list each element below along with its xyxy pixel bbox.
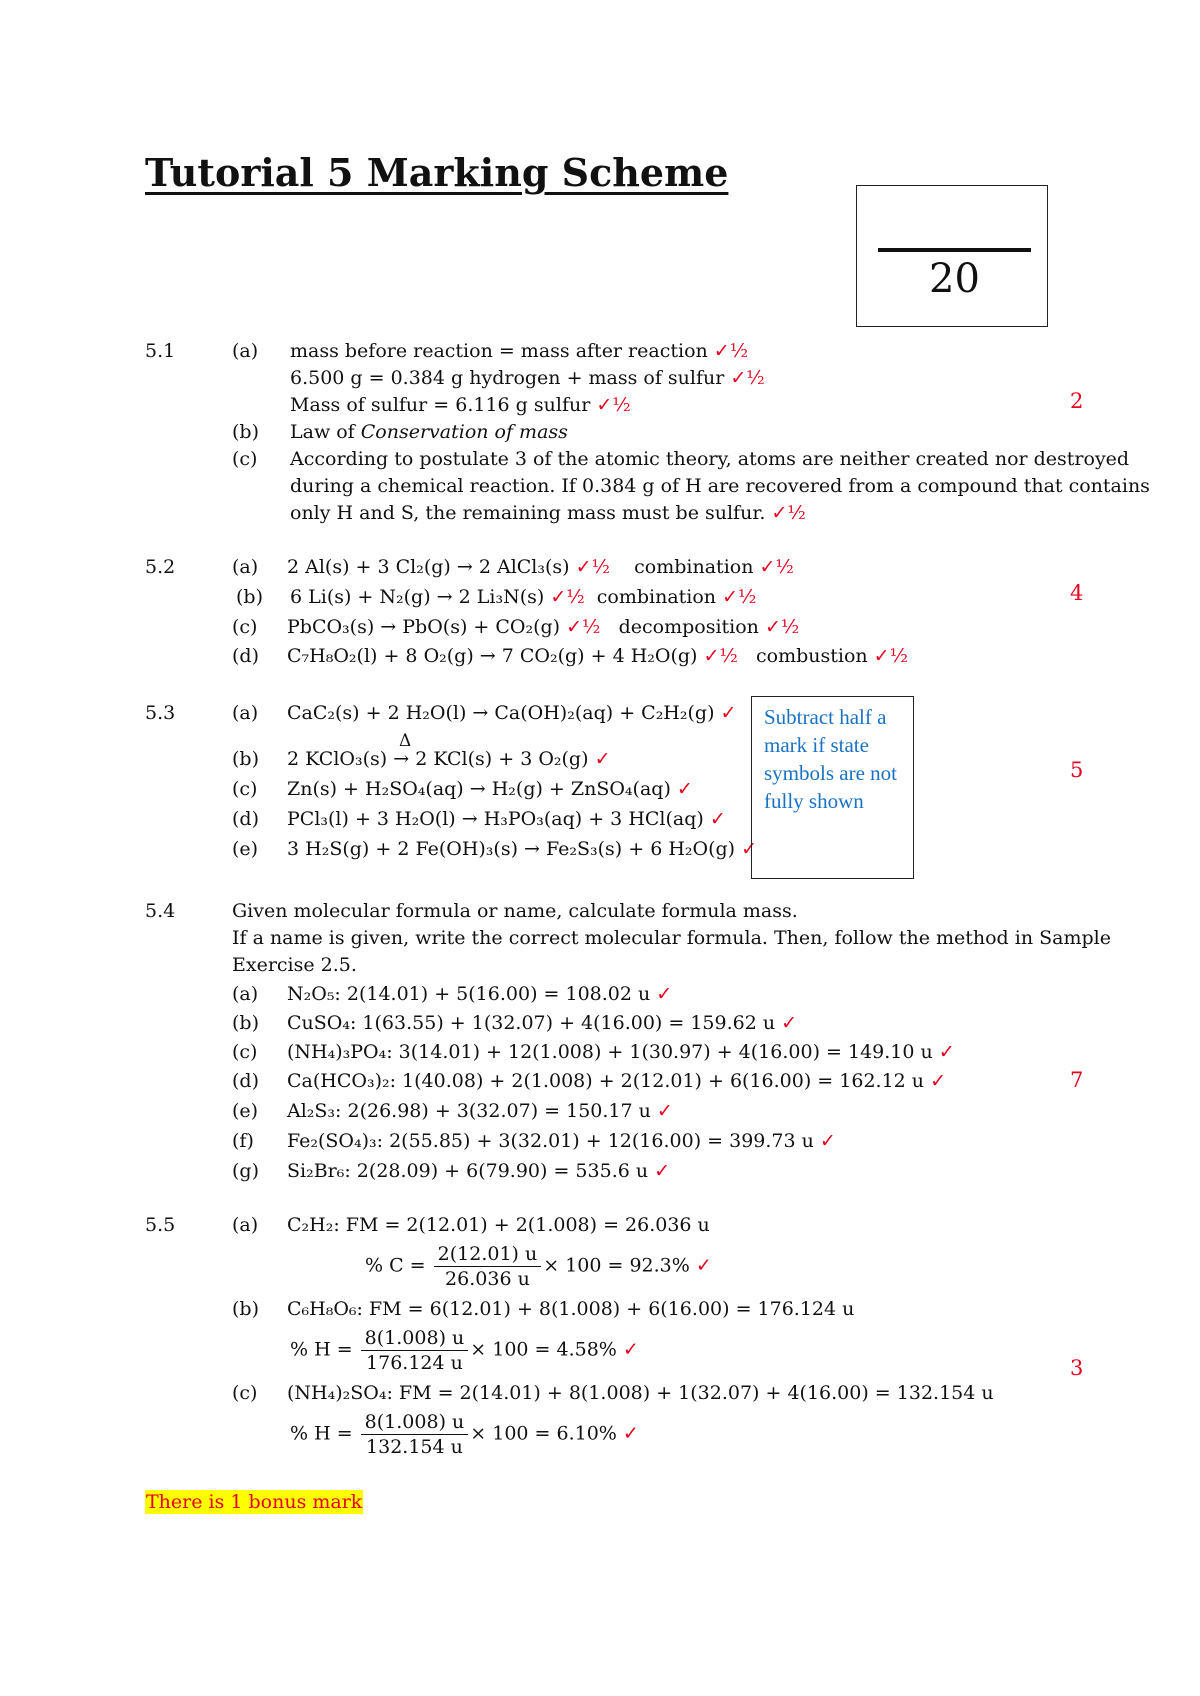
tick-icon: ✓ (709, 808, 726, 830)
heat-delta-symbol: Δ (399, 731, 412, 751)
q51-c-line2: during a chemical reaction. If 0.384 g of H are recovered from a compound that contains (290, 475, 1150, 497)
q55-number: 5.5 (145, 1214, 176, 1236)
q54-c-label: (c) (232, 1041, 258, 1063)
q51-c-line1: According to postulate 3 of the atomic theory, atoms are neither created nor destroyed (290, 448, 1130, 470)
fraction: $\frac{2(12.01) u}{26.036 u}$ (434, 1242, 542, 1291)
bonus-mark-note: There is 1 bonus mark (146, 1491, 363, 1513)
q54-e-answer: Al₂S₃: 2(26.98) + 3(32.07) = 150.17 u ✓ (287, 1100, 673, 1122)
q54-a-label: (a) (232, 983, 259, 1005)
q55-a-formula-mass: C₂H₂: FM = 2(12.01) + 2(1.008) = 26.036 u (287, 1214, 710, 1236)
q51-b-answer: Law of Conservation of mass (290, 421, 568, 443)
q54-intro-line2: If a name is given, write the correct molecular formula. Then, follow the method in Sample (232, 927, 1111, 949)
q53-a-label: (a) (232, 702, 259, 724)
q54-intro-line1: Given molecular formula or name, calculate formula mass. (232, 900, 798, 922)
q55-marks: 3 (1070, 1356, 1084, 1380)
q54-g-label: (g) (232, 1160, 259, 1182)
q51-b-label: (b) (232, 421, 259, 443)
q52-b-label: (b) (236, 586, 263, 608)
q54-f-label: (f) (232, 1130, 254, 1152)
q54-number: 5.4 (145, 900, 176, 922)
half-tick-icon: ✓½ (713, 340, 749, 362)
q54-g-answer: Si₂Br₆: 2(28.09) + 6(79.90) = 535.6 u ✓ (287, 1160, 671, 1182)
tick-icon: ✓ (594, 748, 611, 770)
q52-marks: 4 (1070, 581, 1084, 605)
q53-a-answer: CaC₂(s) + 2 H₂O(l) → Ca(OH)₂(aq) + C₂H₂(g) ✓ (287, 702, 737, 724)
q54-b-answer: CuSO₄: 1(63.55) + 1(32.07) + 4(16.00) = 159.62 u ✓ (287, 1012, 798, 1034)
q51-c-line3: only H and S, the remaining mass must be sulfur. ✓½ (290, 502, 806, 524)
page-title: Tutorial 5 Marking Scheme (145, 150, 729, 195)
q54-b-label: (b) (232, 1012, 259, 1034)
fraction: $\frac{8(1.008) u}{132.154 u}$ (361, 1410, 469, 1459)
tick-icon: ✓ (741, 838, 758, 860)
q54-d-label: (d) (232, 1070, 259, 1092)
q54-d-answer: Ca(HCO₃)₂: 1(40.08) + 2(1.008) + 2(12.01) + 6(16.00) = 162.12 u ✓ (287, 1070, 946, 1092)
q53-b-answer: Δ 2 KClO₃(s) → 2 KCl(s) + 3 O₂(g) ✓ (287, 746, 610, 772)
q53-e-answer: 3 H₂S(g) + 2 Fe(OH)₃(s) → Fe₂S₃(s) + 6 H₂O(g) ✓ (287, 838, 758, 860)
q55-c-label: (c) (232, 1382, 258, 1404)
q55-b-formula-mass: C₆H₈O₆: FM = 6(12.01) + 8(1.008) + 6(16.00) = 176.124 u (287, 1298, 855, 1320)
tick-icon: ✓ (676, 778, 693, 800)
q51-c-label: (c) (232, 448, 258, 470)
q52-d-answer: C₇H₈O₂(l) + 8 O₂(g) → 7 CO₂(g) + 4 H₂O(g) ✓½ combustion ✓½ (287, 645, 909, 667)
q51-a-label: (a) (232, 340, 259, 362)
q52-c-answer: PbCO₃(s) → PbO(s) + CO₂(g) ✓½ decomposition ✓½ (287, 616, 800, 638)
q54-e-label: (e) (232, 1100, 259, 1122)
q55-c-formula-mass: (NH₄)₂SO₄: FM = 2(14.01) + 8(1.008) + 1(32.07) + 4(16.00) = 132.154 u (287, 1382, 994, 1404)
half-tick-icon: ✓½ (596, 394, 631, 416)
q52-c-label: (c) (232, 616, 258, 638)
q53-c-answer: Zn(s) + H₂SO₄(aq) → H₂(g) + ZnSO₄(aq) ✓ (287, 778, 693, 800)
q55-a-percent: % C = $\frac{2(12.01) u}{26.036 u}$ × 100 = 92.3% ✓ (365, 1243, 712, 1290)
half-tick-icon: ✓½ (730, 367, 765, 389)
q54-a-answer: N₂O₅: 2(14.01) + 5(16.00) = 108.02 u ✓ (287, 983, 673, 1005)
q52-b-answer: 6 Li(s) + N₂(g) → 2 Li₃N(s) ✓½ combination ✓½ (290, 586, 757, 608)
q54-c-answer: (NH₄)₃PO₄: 3(14.01) + 12(1.008) + 1(30.97) + 4(16.00) = 149.10 u ✓ (287, 1041, 955, 1063)
q52-a-answer: 2 Al(s) + 3 Cl₂(g) → 2 AlCl₃(s) ✓½ combination ✓½ (287, 556, 794, 578)
q53-d-label: (d) (232, 808, 259, 830)
q55-b-percent: % H = $\frac{8(1.008) u}{176.124 u}$ × 100 = 4.58% ✓ (290, 1327, 639, 1374)
fraction: $\frac{8(1.008) u}{176.124 u}$ (361, 1326, 469, 1375)
q51-marks: 2 (1070, 389, 1084, 413)
q55-a-label: (a) (232, 1214, 259, 1236)
q51-a-line1: mass before reaction = mass after reaction ✓½ (290, 340, 749, 362)
q53-c-label: (c) (232, 778, 258, 800)
q51-number: 5.1 (145, 340, 176, 362)
q54-f-answer: Fe₂(SO₄)₃: 2(55.85) + 3(32.01) + 12(16.00) = 399.73 u ✓ (287, 1130, 836, 1152)
q52-a-label: (a) (232, 556, 259, 578)
q53-marks: 5 (1070, 758, 1084, 782)
q53-b-label: (b) (232, 748, 259, 770)
score-blank-line (878, 248, 1031, 252)
q55-c-percent: % H = $\frac{8(1.008) u}{132.154 u}$ × 100 = 6.10% ✓ (290, 1411, 639, 1458)
q52-number: 5.2 (145, 556, 176, 578)
score-total: 20 (929, 256, 980, 302)
half-tick-icon: ✓½ (771, 502, 806, 524)
q53-number: 5.3 (145, 702, 176, 724)
q54-marks: 7 (1070, 1068, 1084, 1092)
state-symbol-note: Subtract half a mark if state symbols are not fully shown (751, 696, 914, 879)
tick-icon: ✓ (720, 702, 737, 724)
q51-a-line2: 6.500 g = 0.384 g hydrogen + mass of sulfur ✓½ (290, 367, 765, 389)
q53-d-answer: PCl₃(l) + 3 H₂O(l) → H₃PO₃(aq) + 3 HCl(aq) ✓ (287, 808, 726, 830)
q51-a-line3: Mass of sulfur = 6.116 g sulfur ✓½ (290, 394, 631, 416)
q52-d-label: (d) (232, 645, 259, 667)
q54-intro-line3: Exercise 2.5. (232, 954, 357, 976)
q53-e-label: (e) (232, 838, 259, 860)
q55-b-label: (b) (232, 1298, 259, 1320)
